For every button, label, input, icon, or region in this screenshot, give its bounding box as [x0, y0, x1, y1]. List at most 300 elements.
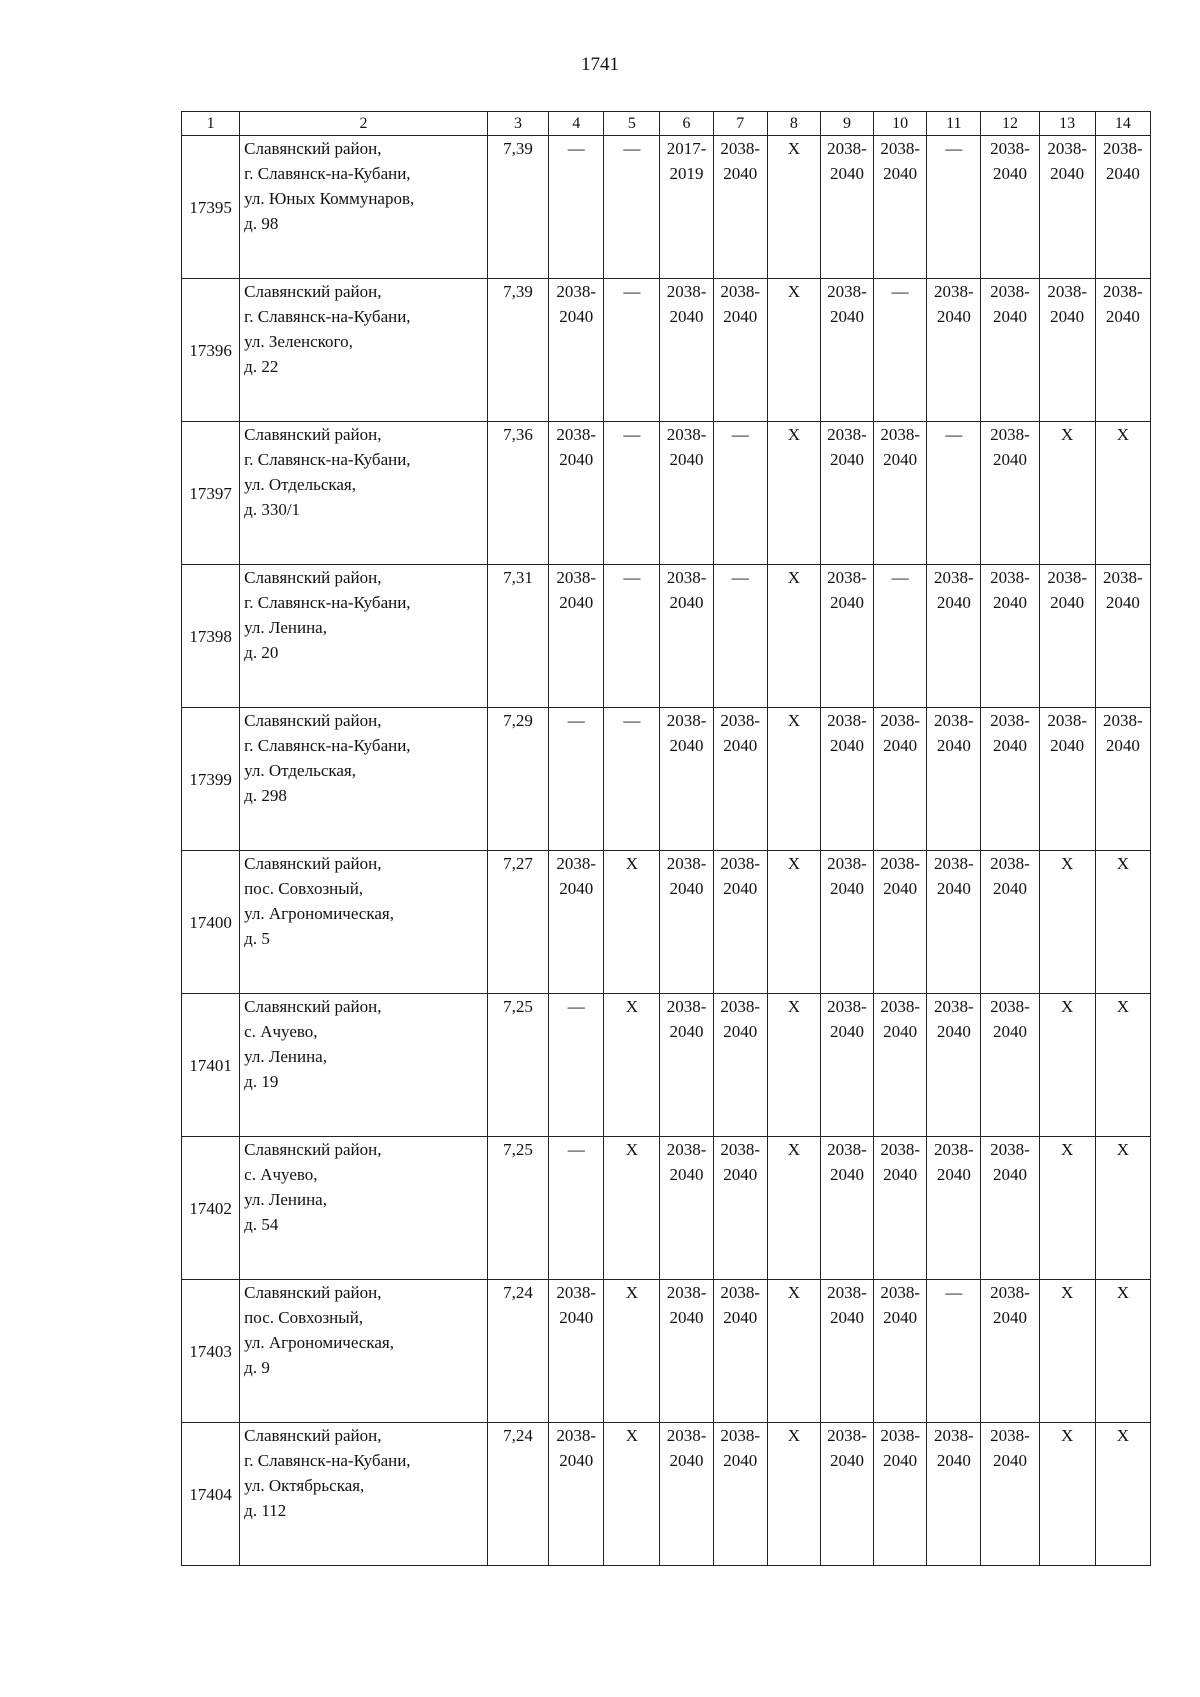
address-line: ул. Октябрьская,: [244, 1476, 365, 1495]
value-cell-col-11: [927, 1423, 981, 1566]
cell-value: 7,25: [503, 1140, 533, 1159]
value-cell-col-10: [874, 136, 927, 279]
value-cell-col-13: [1039, 708, 1095, 851]
cell-value: 2019: [669, 164, 704, 183]
address-line: пос. Совхозный,: [244, 879, 364, 898]
address-line: г. Славянск-на-Кубани,: [244, 450, 411, 469]
address-cell: [240, 708, 488, 851]
cell-value: 2038-: [1047, 568, 1087, 587]
value-cell-col-7: [713, 565, 767, 708]
address-line: д. 20: [244, 643, 279, 662]
address-line: ул. Зеленского,: [244, 332, 353, 351]
address-cell: [240, 422, 488, 565]
cell-value: Х: [1061, 1426, 1074, 1445]
cell-value: 2040: [992, 1451, 1027, 1470]
cell-value: 2038-: [556, 425, 597, 444]
value-cell-col-5: [604, 708, 660, 851]
value-cell-col-3: [487, 1137, 548, 1280]
value-cell-col-3: [487, 708, 548, 851]
cell-value: 2038-: [556, 568, 597, 587]
address-cell: [240, 565, 488, 708]
value-cell-col-6: [660, 422, 713, 565]
cell-value: 2038-: [720, 711, 761, 730]
cell-value: 2040: [669, 593, 704, 612]
value-cell-col-14: [1095, 279, 1150, 422]
table-row: [182, 136, 1151, 279]
row-number: 17399: [182, 708, 240, 851]
value-cell-col-12: [981, 708, 1039, 851]
cell-value: 2038-: [666, 568, 707, 587]
cell-value: 2038-: [1103, 139, 1143, 158]
column-header-7: 7: [713, 112, 767, 136]
cell-value: 2040: [936, 736, 971, 755]
cell-value: 2040: [883, 164, 918, 183]
table-row: [182, 708, 1151, 851]
column-header-14: 14: [1095, 112, 1150, 136]
cell-value: 2038-: [720, 854, 761, 873]
cell-value: 2040: [936, 307, 971, 326]
address-line: ул. Агрономическая,: [244, 904, 394, 923]
value-cell-col-11: [927, 279, 981, 422]
cell-value: 2040: [1105, 307, 1140, 326]
value-cell-col-5: [604, 1137, 660, 1280]
address-line: д. 9: [244, 1358, 270, 1377]
value-cell-col-13: [1039, 422, 1095, 565]
cell-value: Х: [787, 1283, 800, 1302]
value-cell-col-12: [981, 279, 1039, 422]
cell-value: Х: [787, 282, 800, 301]
address-line: Славянский район,: [244, 854, 382, 873]
cell-value: —: [891, 282, 909, 301]
address-cell: [240, 994, 488, 1137]
address-line: Славянский район,: [244, 997, 382, 1016]
value-cell-col-5: [604, 1280, 660, 1423]
cell-value: Х: [1116, 1140, 1129, 1159]
cell-value: 2040: [883, 736, 918, 755]
value-cell-col-13: [1039, 1137, 1095, 1280]
cell-value: —: [945, 425, 963, 444]
value-cell-col-14: [1095, 1137, 1150, 1280]
value-cell-col-3: [487, 1280, 548, 1423]
value-cell-col-12: [981, 1423, 1039, 1566]
address-line: с. Ачуево,: [244, 1022, 318, 1041]
cell-value: —: [567, 139, 585, 158]
value-cell-col-5: [604, 851, 660, 994]
address-line: г. Славянск-на-Кубани,: [244, 164, 411, 183]
column-header-9: 9: [820, 112, 873, 136]
cell-value: 2040: [1050, 307, 1085, 326]
cell-value: 2038-: [666, 1140, 707, 1159]
address-line: Славянский район,: [244, 282, 382, 301]
cell-value: 2040: [992, 1165, 1027, 1184]
value-cell-col-5: [604, 279, 660, 422]
value-cell-col-3: [487, 279, 548, 422]
column-header-3: 3: [487, 112, 548, 136]
value-cell-col-10: [874, 708, 927, 851]
value-cell-col-7: [713, 136, 767, 279]
column-header-10: 10: [874, 112, 927, 136]
value-cell-col-8: [767, 279, 820, 422]
cell-value: 2040: [723, 1308, 758, 1327]
value-cell-col-4: [549, 279, 604, 422]
cell-value: 2038-: [720, 997, 761, 1016]
column-header-8: 8: [767, 112, 820, 136]
address-cell: [240, 1280, 488, 1423]
value-cell-col-12: [981, 851, 1039, 994]
cell-value: 2040: [830, 879, 864, 898]
value-cell-col-7: [713, 1137, 767, 1280]
value-cell-col-7: [713, 1423, 767, 1566]
value-cell-col-12: [981, 1137, 1039, 1280]
value-cell-col-4: [549, 851, 604, 994]
address-cell: [240, 136, 488, 279]
value-cell-col-9: [820, 851, 873, 994]
cell-value: —: [567, 1140, 585, 1159]
address-line: ул. Ленина,: [244, 1190, 327, 1209]
cell-value: 2038-: [666, 854, 707, 873]
cell-value: 2040: [559, 450, 594, 469]
cell-value: 2038-: [556, 1283, 597, 1302]
cell-value: —: [567, 711, 585, 730]
cell-value: 2040: [669, 307, 704, 326]
row-number: 17395: [182, 136, 240, 279]
value-cell-col-9: [820, 708, 873, 851]
cell-value: 2040: [992, 593, 1027, 612]
cell-value: Х: [1116, 854, 1129, 873]
cell-value: 2038-: [827, 854, 867, 873]
cell-value: 2040: [830, 593, 864, 612]
value-cell-col-6: [660, 279, 713, 422]
address-line: ул. Ленина,: [244, 618, 327, 637]
cell-value: 2040: [1105, 164, 1140, 183]
cell-value: 2038-: [933, 568, 974, 587]
cell-value: —: [731, 425, 749, 444]
value-cell-col-9: [820, 1423, 873, 1566]
cell-value: 2040: [723, 1451, 758, 1470]
table-row: [182, 1137, 1151, 1280]
address-cell: [240, 851, 488, 994]
cell-value: 2040: [992, 1308, 1027, 1327]
cell-value: 2038-: [880, 1426, 920, 1445]
cell-value: Х: [1116, 1283, 1129, 1302]
column-header-4: 4: [549, 112, 604, 136]
value-cell-col-6: [660, 851, 713, 994]
value-cell-col-13: [1039, 136, 1095, 279]
column-header-5: 5: [604, 112, 660, 136]
value-cell-col-9: [820, 994, 873, 1137]
row-number: 17403: [182, 1280, 240, 1423]
cell-value: 2040: [830, 307, 864, 326]
address-cell: [240, 1137, 488, 1280]
cell-value: 2038-: [720, 139, 761, 158]
value-cell-col-4: [549, 1137, 604, 1280]
value-cell-col-3: [487, 1423, 548, 1566]
value-cell-col-13: [1039, 851, 1095, 994]
cell-value: 2040: [992, 164, 1027, 183]
value-cell-col-9: [820, 1280, 873, 1423]
address-line: ул. Юных Коммунаров,: [244, 189, 415, 208]
value-cell-col-10: [874, 1423, 927, 1566]
address-line: д. 112: [244, 1501, 287, 1520]
value-cell-col-14: [1095, 136, 1150, 279]
table-row: [182, 851, 1151, 994]
column-header-12: 12: [981, 112, 1039, 136]
address-line: Славянский район,: [244, 1283, 382, 1302]
column-header-6: 6: [660, 112, 713, 136]
value-cell-col-11: [927, 994, 981, 1137]
value-cell-col-12: [981, 136, 1039, 279]
value-cell-col-8: [767, 565, 820, 708]
cell-value: Х: [1061, 854, 1074, 873]
address-line: г. Славянск-на-Кубани,: [244, 1451, 411, 1470]
cell-value: 2038-: [666, 711, 707, 730]
table-row: [182, 1423, 1151, 1566]
cell-value: 7,36: [503, 425, 533, 444]
value-cell-col-12: [981, 565, 1039, 708]
row-number: 17397: [182, 422, 240, 565]
value-cell-col-11: [927, 1137, 981, 1280]
header-row: [182, 112, 1151, 136]
cell-value: 2040: [883, 879, 918, 898]
value-cell-col-13: [1039, 994, 1095, 1137]
cell-value: 2040: [723, 164, 758, 183]
value-cell-col-10: [874, 279, 927, 422]
cell-value: 2040: [1050, 736, 1085, 755]
value-cell-col-6: [660, 994, 713, 1137]
value-cell-col-7: [713, 994, 767, 1137]
cell-value: 2038-: [827, 1140, 867, 1159]
row-number: 17400: [182, 851, 240, 994]
cell-value: 2038-: [1103, 568, 1143, 587]
cell-value: 2038-: [827, 997, 867, 1016]
cell-value: 2040: [830, 1308, 864, 1327]
value-cell-col-12: [981, 422, 1039, 565]
cell-value: 2040: [559, 879, 594, 898]
cell-value: 2038-: [990, 1283, 1030, 1302]
value-cell-col-4: [549, 565, 604, 708]
value-cell-col-8: [767, 708, 820, 851]
cell-value: Х: [787, 1426, 800, 1445]
cell-value: 2038-: [933, 997, 974, 1016]
register-table: [181, 111, 1151, 1566]
column-header-11: 11: [927, 112, 981, 136]
value-cell-col-14: [1095, 851, 1150, 994]
cell-value: 2040: [830, 450, 864, 469]
address-line: ул. Отдельская,: [244, 761, 356, 780]
value-cell-col-9: [820, 136, 873, 279]
cell-value: 7,25: [503, 997, 533, 1016]
cell-value: 2038-: [880, 854, 920, 873]
cell-value: Х: [625, 1140, 638, 1159]
cell-value: 2038-: [933, 711, 974, 730]
table-row: [182, 279, 1151, 422]
cell-value: 2040: [723, 736, 758, 755]
cell-value: 2040: [992, 1022, 1027, 1041]
cell-value: 2038-: [827, 568, 867, 587]
address-line: д. 330/1: [244, 500, 301, 519]
cell-value: Х: [625, 854, 638, 873]
row-number: 17402: [182, 1137, 240, 1280]
cell-value: 2040: [559, 593, 594, 612]
cell-value: 2038-: [720, 1140, 761, 1159]
value-cell-col-10: [874, 1137, 927, 1280]
table-row: [182, 422, 1151, 565]
cell-value: 2040: [992, 879, 1027, 898]
cell-value: Х: [1061, 425, 1074, 444]
cell-value: 2038-: [880, 997, 920, 1016]
cell-value: 2040: [723, 1165, 758, 1184]
address-line: Славянский район,: [244, 425, 382, 444]
address-line: ул. Агрономическая,: [244, 1333, 394, 1352]
cell-value: 2040: [559, 1451, 594, 1470]
value-cell-col-12: [981, 994, 1039, 1137]
cell-value: 2040: [723, 879, 758, 898]
cell-value: 2040: [883, 1165, 918, 1184]
cell-value: Х: [1116, 1426, 1129, 1445]
cell-value: —: [623, 282, 641, 301]
value-cell-col-9: [820, 565, 873, 708]
cell-value: 2040: [1050, 593, 1085, 612]
value-cell-col-3: [487, 851, 548, 994]
cell-value: 2038-: [1103, 282, 1143, 301]
cell-value: 2040: [559, 307, 594, 326]
cell-value: —: [623, 425, 641, 444]
cell-value: 2040: [830, 736, 864, 755]
cell-value: Х: [625, 997, 638, 1016]
cell-value: 2040: [830, 1451, 864, 1470]
value-cell-col-11: [927, 851, 981, 994]
cell-value: Х: [787, 854, 800, 873]
cell-value: 2040: [1050, 164, 1085, 183]
column-header-1: 1: [182, 112, 240, 136]
value-cell-col-10: [874, 1280, 927, 1423]
cell-value: Х: [1061, 1140, 1074, 1159]
cell-value: 2040: [830, 164, 864, 183]
address-line: Славянский район,: [244, 711, 382, 730]
cell-value: 2040: [559, 1308, 594, 1327]
cell-value: 2038-: [827, 425, 867, 444]
value-cell-col-5: [604, 136, 660, 279]
value-cell-col-6: [660, 1137, 713, 1280]
cell-value: 2038-: [990, 711, 1030, 730]
cell-value: 2040: [936, 1165, 971, 1184]
value-cell-col-13: [1039, 1423, 1095, 1566]
cell-value: Х: [625, 1426, 638, 1445]
cell-value: 2040: [669, 736, 704, 755]
cell-value: 7,29: [503, 711, 533, 730]
value-cell-col-4: [549, 136, 604, 279]
value-cell-col-4: [549, 1280, 604, 1423]
cell-value: 2038-: [933, 282, 974, 301]
cell-value: 7,24: [503, 1426, 533, 1445]
cell-value: 2040: [883, 1451, 918, 1470]
value-cell-col-10: [874, 994, 927, 1137]
address-line: ул. Отдельская,: [244, 475, 356, 494]
value-cell-col-14: [1095, 565, 1150, 708]
cell-value: 2038-: [933, 1140, 974, 1159]
row-number: 17396: [182, 279, 240, 422]
value-cell-col-13: [1039, 1280, 1095, 1423]
cell-value: 2038-: [666, 1283, 707, 1302]
value-cell-col-11: [927, 565, 981, 708]
value-cell-col-5: [604, 565, 660, 708]
value-cell-col-13: [1039, 279, 1095, 422]
cell-value: 2040: [830, 1022, 864, 1041]
cell-value: 2040: [669, 879, 704, 898]
value-cell-col-3: [487, 994, 548, 1137]
cell-value: Х: [787, 568, 800, 587]
cell-value: 2038-: [720, 282, 761, 301]
value-cell-col-6: [660, 1280, 713, 1423]
cell-value: 7,27: [503, 854, 533, 873]
value-cell-col-7: [713, 1280, 767, 1423]
value-cell-col-12: [981, 1280, 1039, 1423]
cell-value: 2038-: [827, 1426, 867, 1445]
value-cell-col-11: [927, 136, 981, 279]
value-cell-col-7: [713, 851, 767, 994]
cell-value: 2038-: [666, 282, 707, 301]
page-number: 1741: [581, 54, 619, 75]
address-line: г. Славянск-на-Кубани,: [244, 307, 411, 326]
value-cell-col-9: [820, 1137, 873, 1280]
cell-value: 2038-: [880, 425, 920, 444]
cell-value: —: [623, 711, 641, 730]
address-line: д. 98: [244, 214, 279, 233]
address-line: Славянский район,: [244, 139, 382, 158]
cell-value: 2038-: [1047, 282, 1087, 301]
value-cell-col-8: [767, 422, 820, 565]
cell-value: 2038-: [990, 425, 1030, 444]
value-cell-col-4: [549, 1423, 604, 1566]
value-cell-col-8: [767, 1137, 820, 1280]
cell-value: 2038-: [990, 282, 1030, 301]
address-cell: [240, 1423, 488, 1566]
cell-value: 2040: [936, 1022, 971, 1041]
value-cell-col-9: [820, 279, 873, 422]
value-cell-col-5: [604, 422, 660, 565]
cell-value: 2038-: [827, 282, 867, 301]
value-cell-col-11: [927, 708, 981, 851]
value-cell-col-6: [660, 565, 713, 708]
cell-value: 2038-: [666, 997, 707, 1016]
table-body: [182, 112, 1151, 1566]
cell-value: 2040: [669, 1308, 704, 1327]
value-cell-col-3: [487, 136, 548, 279]
address-line: с. Ачуево,: [244, 1165, 318, 1184]
address-line: д. 22: [244, 357, 279, 376]
table-row: [182, 565, 1151, 708]
cell-value: 2038-: [933, 1426, 974, 1445]
address-line: Славянский район,: [244, 568, 382, 587]
cell-value: 2038-: [880, 139, 920, 158]
address-line: Славянский район,: [244, 1140, 382, 1159]
cell-value: 2038-: [990, 1140, 1030, 1159]
cell-value: 2038-: [1103, 711, 1143, 730]
cell-value: 2040: [830, 1165, 864, 1184]
value-cell-col-5: [604, 994, 660, 1137]
table-row: [182, 1280, 1151, 1423]
cell-value: Х: [787, 1140, 800, 1159]
value-cell-col-6: [660, 708, 713, 851]
cell-value: 2040: [883, 1022, 918, 1041]
address-line: пос. Совхозный,: [244, 1308, 364, 1327]
cell-value: Х: [787, 711, 800, 730]
cell-value: Х: [1116, 425, 1129, 444]
value-cell-col-9: [820, 422, 873, 565]
value-cell-col-8: [767, 136, 820, 279]
cell-value: 2038-: [990, 568, 1030, 587]
value-cell-col-6: [660, 1423, 713, 1566]
